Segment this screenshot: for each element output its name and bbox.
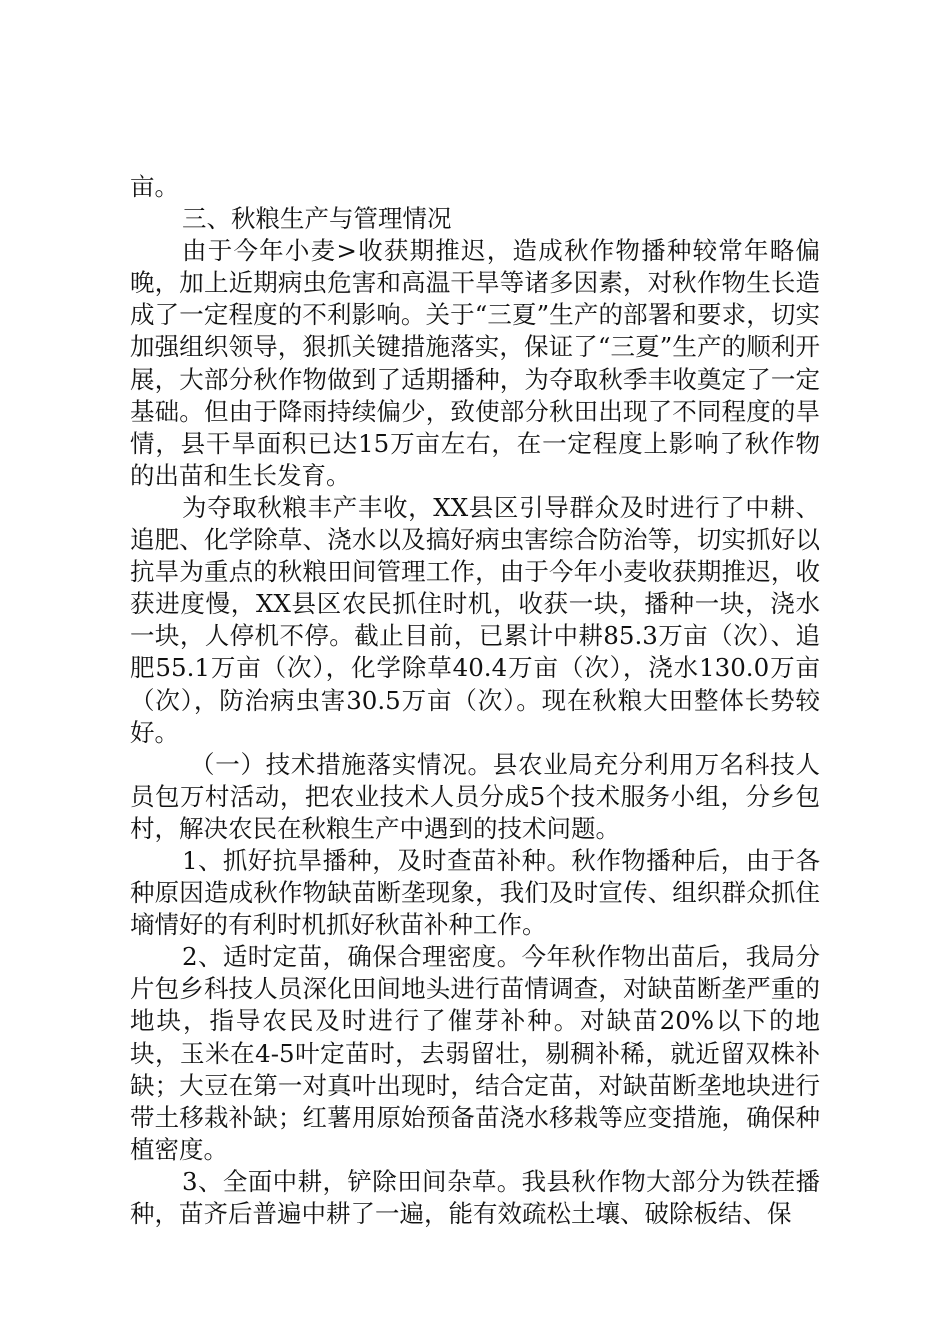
document-body <box>130 171 820 1230</box>
subsection-paragraph: （一）技术措施落实情况。县农业局充分利用万名科技人员包万村活动，把农业技术人员分成5个技术服务小组，分乡包村，解决农民在秋粮生产中遇到的技术问题。 <box>130 749 820 843</box>
numbered-paragraph: 2、适时定苗，确保合理密度。今年秋作物出苗后，我局分片包乡科技人员深化田间地头进行苗情调查，对缺苗断垄严重的地块，指导农民及时进行了催芽补种。对缺苗20%以下的地块，玉米在4-5叶定苗时，去弱留壮，剔稠补稀，就近留双株补缺；大豆在第一对真叶出现时，结合定苗，对缺苗断垄地块进行带土移栽补缺；红薯用原始预备苗浇水移栽等应变措施，确保种植密度。 <box>130 942 820 1164</box>
paragraph: 由于今年小麦>收获期推迟，造成秋作物播种较常年略偏晚，加上近期病虫危害和高温干旱等诸多因素，对秋作物生长造成了一定程度的不利影响。关于“三夏”生产的部署和要求，切实加强组织领导，狠抓关键措施落实，保证了“三夏”生产的顺利开展，大部分秋作物做到了适期播种，为夺取秋季丰收奠定了一定基础。但由于降雨持续偏少，致使部分秋田出现了不同程度的旱情，县干旱面积已达15万亩左右，在一定程度上影响了秋作物的出苗和生长发育。 <box>130 236 820 490</box>
section-heading: 三、秋粮生产与管理情况 <box>182 204 452 234</box>
numbered-paragraph: 3、全面中耕，铲除田间杂草。我县秋作物大部分为铁茬播种，苗齐后普遍中耕了一遍，能有效疏松土壤、破除板结、保 <box>130 1166 820 1228</box>
paragraph-continuation: 亩。 <box>130 172 179 201</box>
paragraph: 为夺取秋粮丰产丰收，XX县区引导群众及时进行了中耕、追肥、化学除草、浇水以及搞好病虫害综合防治等，切实抓好以抗旱为重点的秋粮田间管理工作，由于今年小麦收获期推迟，收获进度慢，XX县区农民抓住时机，收获一块，播种一块，浇水一块，人停机不停。截止目前，已累计中耕85.3万亩（次）、追肥55.1万亩（次），化学除草40.4万亩（次），浇水130.0万亩（次），防治病虫害30.5万亩（次）。现在秋粮大田整体长势较好。 <box>130 492 820 747</box>
numbered-paragraph: 1、抓好抗旱播种，及时查苗补种。秋作物播种后，由于各种原因造成秋作物缺苗断垄现象，我们及时宣传、组织群众抓住墒情好的有利时机抓好秋苗补种工作。 <box>130 845 820 940</box>
